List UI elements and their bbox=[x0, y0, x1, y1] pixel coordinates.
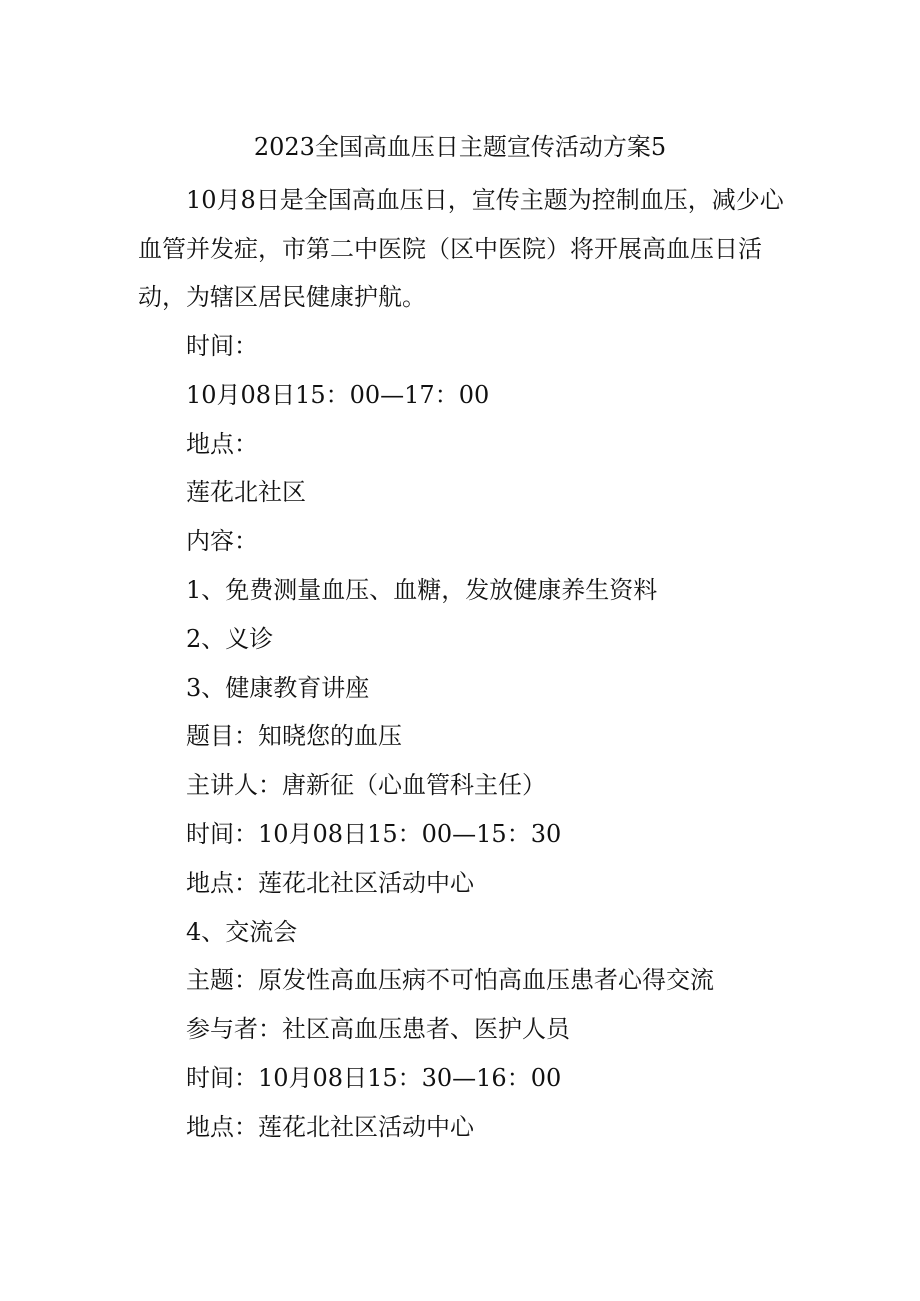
time-heading: 时间： bbox=[186, 332, 258, 360]
exchange-time: 时间：10月08日15：30—16：00 bbox=[186, 1063, 562, 1092]
content-item-4: 4、交流会 bbox=[186, 917, 298, 946]
lecture-location: 地点：莲花北社区活动中心 bbox=[186, 868, 474, 897]
document-title: 2023全国高血压日主题宣传活动方案5 bbox=[253, 133, 667, 161]
exchange-theme: 主题：原发性高血压病不可怕高血压患者心得交流 bbox=[186, 966, 714, 995]
exchange-location: 地点：莲花北社区活动中心 bbox=[186, 1112, 474, 1141]
lecture-speaker: 主讲人：唐新征（心血管科主任） bbox=[186, 771, 546, 800]
event-time: 10月08日15：00—17：00 bbox=[186, 380, 490, 409]
intro-paragraph: 10月8日是全国高血压日，宣传主题为控制血压，减少心血管并发症，市第二中医院（区中医院）将开展高血压日活动，为辖区居民健康护航。 bbox=[138, 186, 784, 311]
content-lines bbox=[186, 322, 866, 1152]
lecture-topic: 题目：知晓您的血压 bbox=[186, 722, 402, 751]
content-item-3: 3、健康教育讲座 bbox=[186, 673, 370, 702]
content-heading: 内容： bbox=[186, 527, 258, 556]
lecture-time: 时间：10月08日15：00—15：30 bbox=[186, 819, 562, 848]
exchange-participants: 参与者：社区高血压患者、医护人员 bbox=[186, 1015, 570, 1044]
content-item-1: 1、免费测量血压、血糖，发放健康养生资料 bbox=[186, 575, 658, 604]
event-location: 莲花北社区 bbox=[186, 478, 306, 507]
location-heading: 地点： bbox=[186, 429, 258, 458]
content-item-2: 2、义诊 bbox=[186, 624, 274, 653]
